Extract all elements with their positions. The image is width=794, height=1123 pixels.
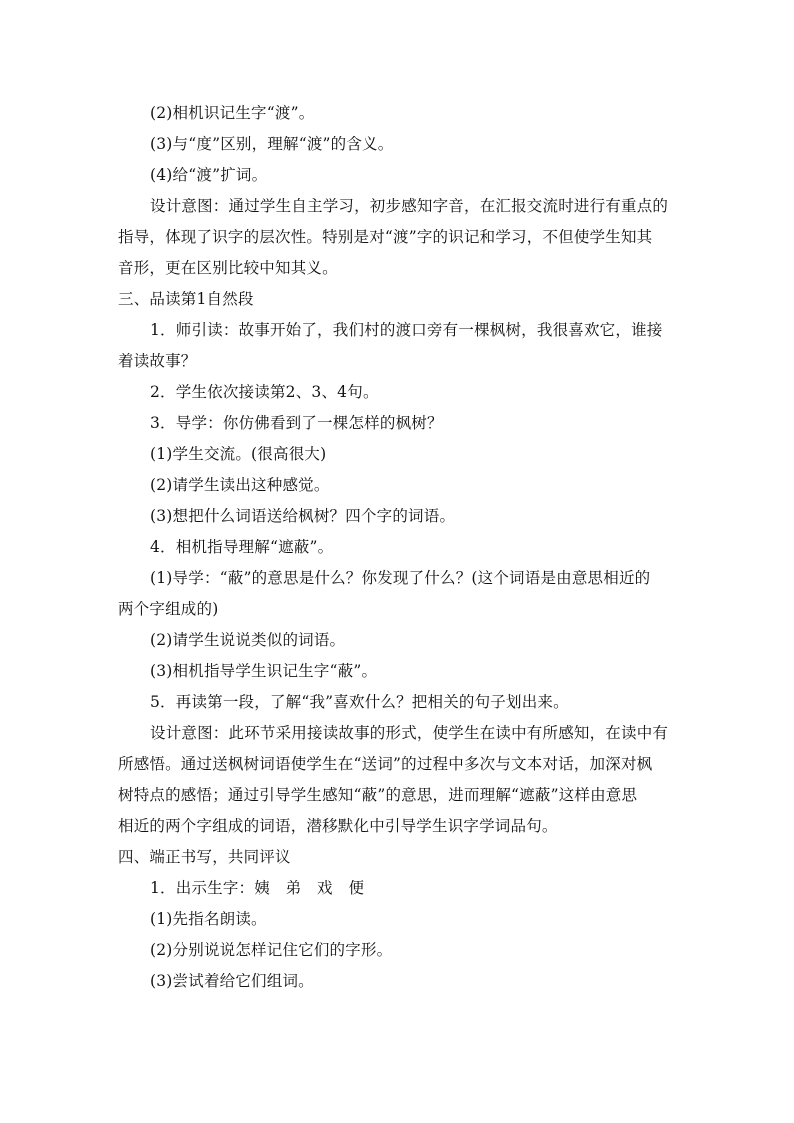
text-line: 4．相机指导理解“遮蔽”。 [150,538,334,556]
text-line: 树特点的感悟；通过引导学生感知“蔽”的意思，进而理解“遮蔽”这样由意思 [118,786,638,804]
text-line: (3)尝试着给它们组词。 [150,972,314,990]
text-line: (3)想把什么词语送给枫树？四个字的词语。 [150,507,456,525]
text-line: (1)导学：“蔽”的意思是什么？你发现了什么？(这个词语是由意思相近的 [150,569,651,587]
text-line: 所感悟。通过送枫树词语使学生在“送词”的过程中多次与文本对话，加深对枫 [118,755,653,773]
text-line: (2)相机识记生字“渡”。 [150,104,315,122]
design-intent-paragraph: 设计意图：此环节采用接读故事的形式，使学生在读中有所感知，在读中有 [150,724,669,742]
text-line: 5．再读第一段，了解“我”喜欢什么？把相关的句子划出来。 [150,693,569,711]
text-line: (4)给“渡”扩词。 [150,166,268,184]
design-intent-paragraph: 设计意图：通过学生自主学习，初步感知字音，在汇报交流时进行有重点的 [150,197,669,215]
text-line: (2)请学生读出这种感觉。 [150,476,330,494]
section-heading: 三、品读第1自然段 [118,290,254,308]
text-line: 指导，体现了识字的层次性。特别是对“渡”字的识记和学习，不但使学生知其 [118,228,653,246]
text-line: 1．师引读：故事开始了，我们村的渡口旁有一棵枫树，我很喜欢它，谁接 [150,321,663,339]
text-line: 3．导学：你仿佛看到了一棵怎样的枫树？ [150,414,443,432]
text-line: (3)相机指导学生识记生字“蔽”。 [150,662,378,680]
text-line: (3)与“度”区别，理解“渡”的含义。 [150,135,394,153]
text-line: (1)先指名朗读。 [150,910,267,928]
text-line: 2．学生依次接读第2、3、4句。 [150,383,379,401]
text-line: 两个字组成的) [118,600,219,618]
text-line: 相近的两个字组成的词语，潜移默化中引导学生识字学词品句。 [118,817,558,835]
text-line: 着读故事？ [118,352,197,370]
section-heading: 四、端正书写，共同评议 [118,848,291,866]
text-line: 音形，更在区别比较中知其义。 [118,259,338,277]
text-line: 1．出示生字：姨 弟 戏 便 [150,879,365,897]
text-line: (2)分别说说怎样记住它们的字形。 [150,941,393,959]
text-line: (1)学生交流。(很高很大) [150,445,327,463]
text-line: (2)请学生说说类似的词语。 [150,631,346,649]
